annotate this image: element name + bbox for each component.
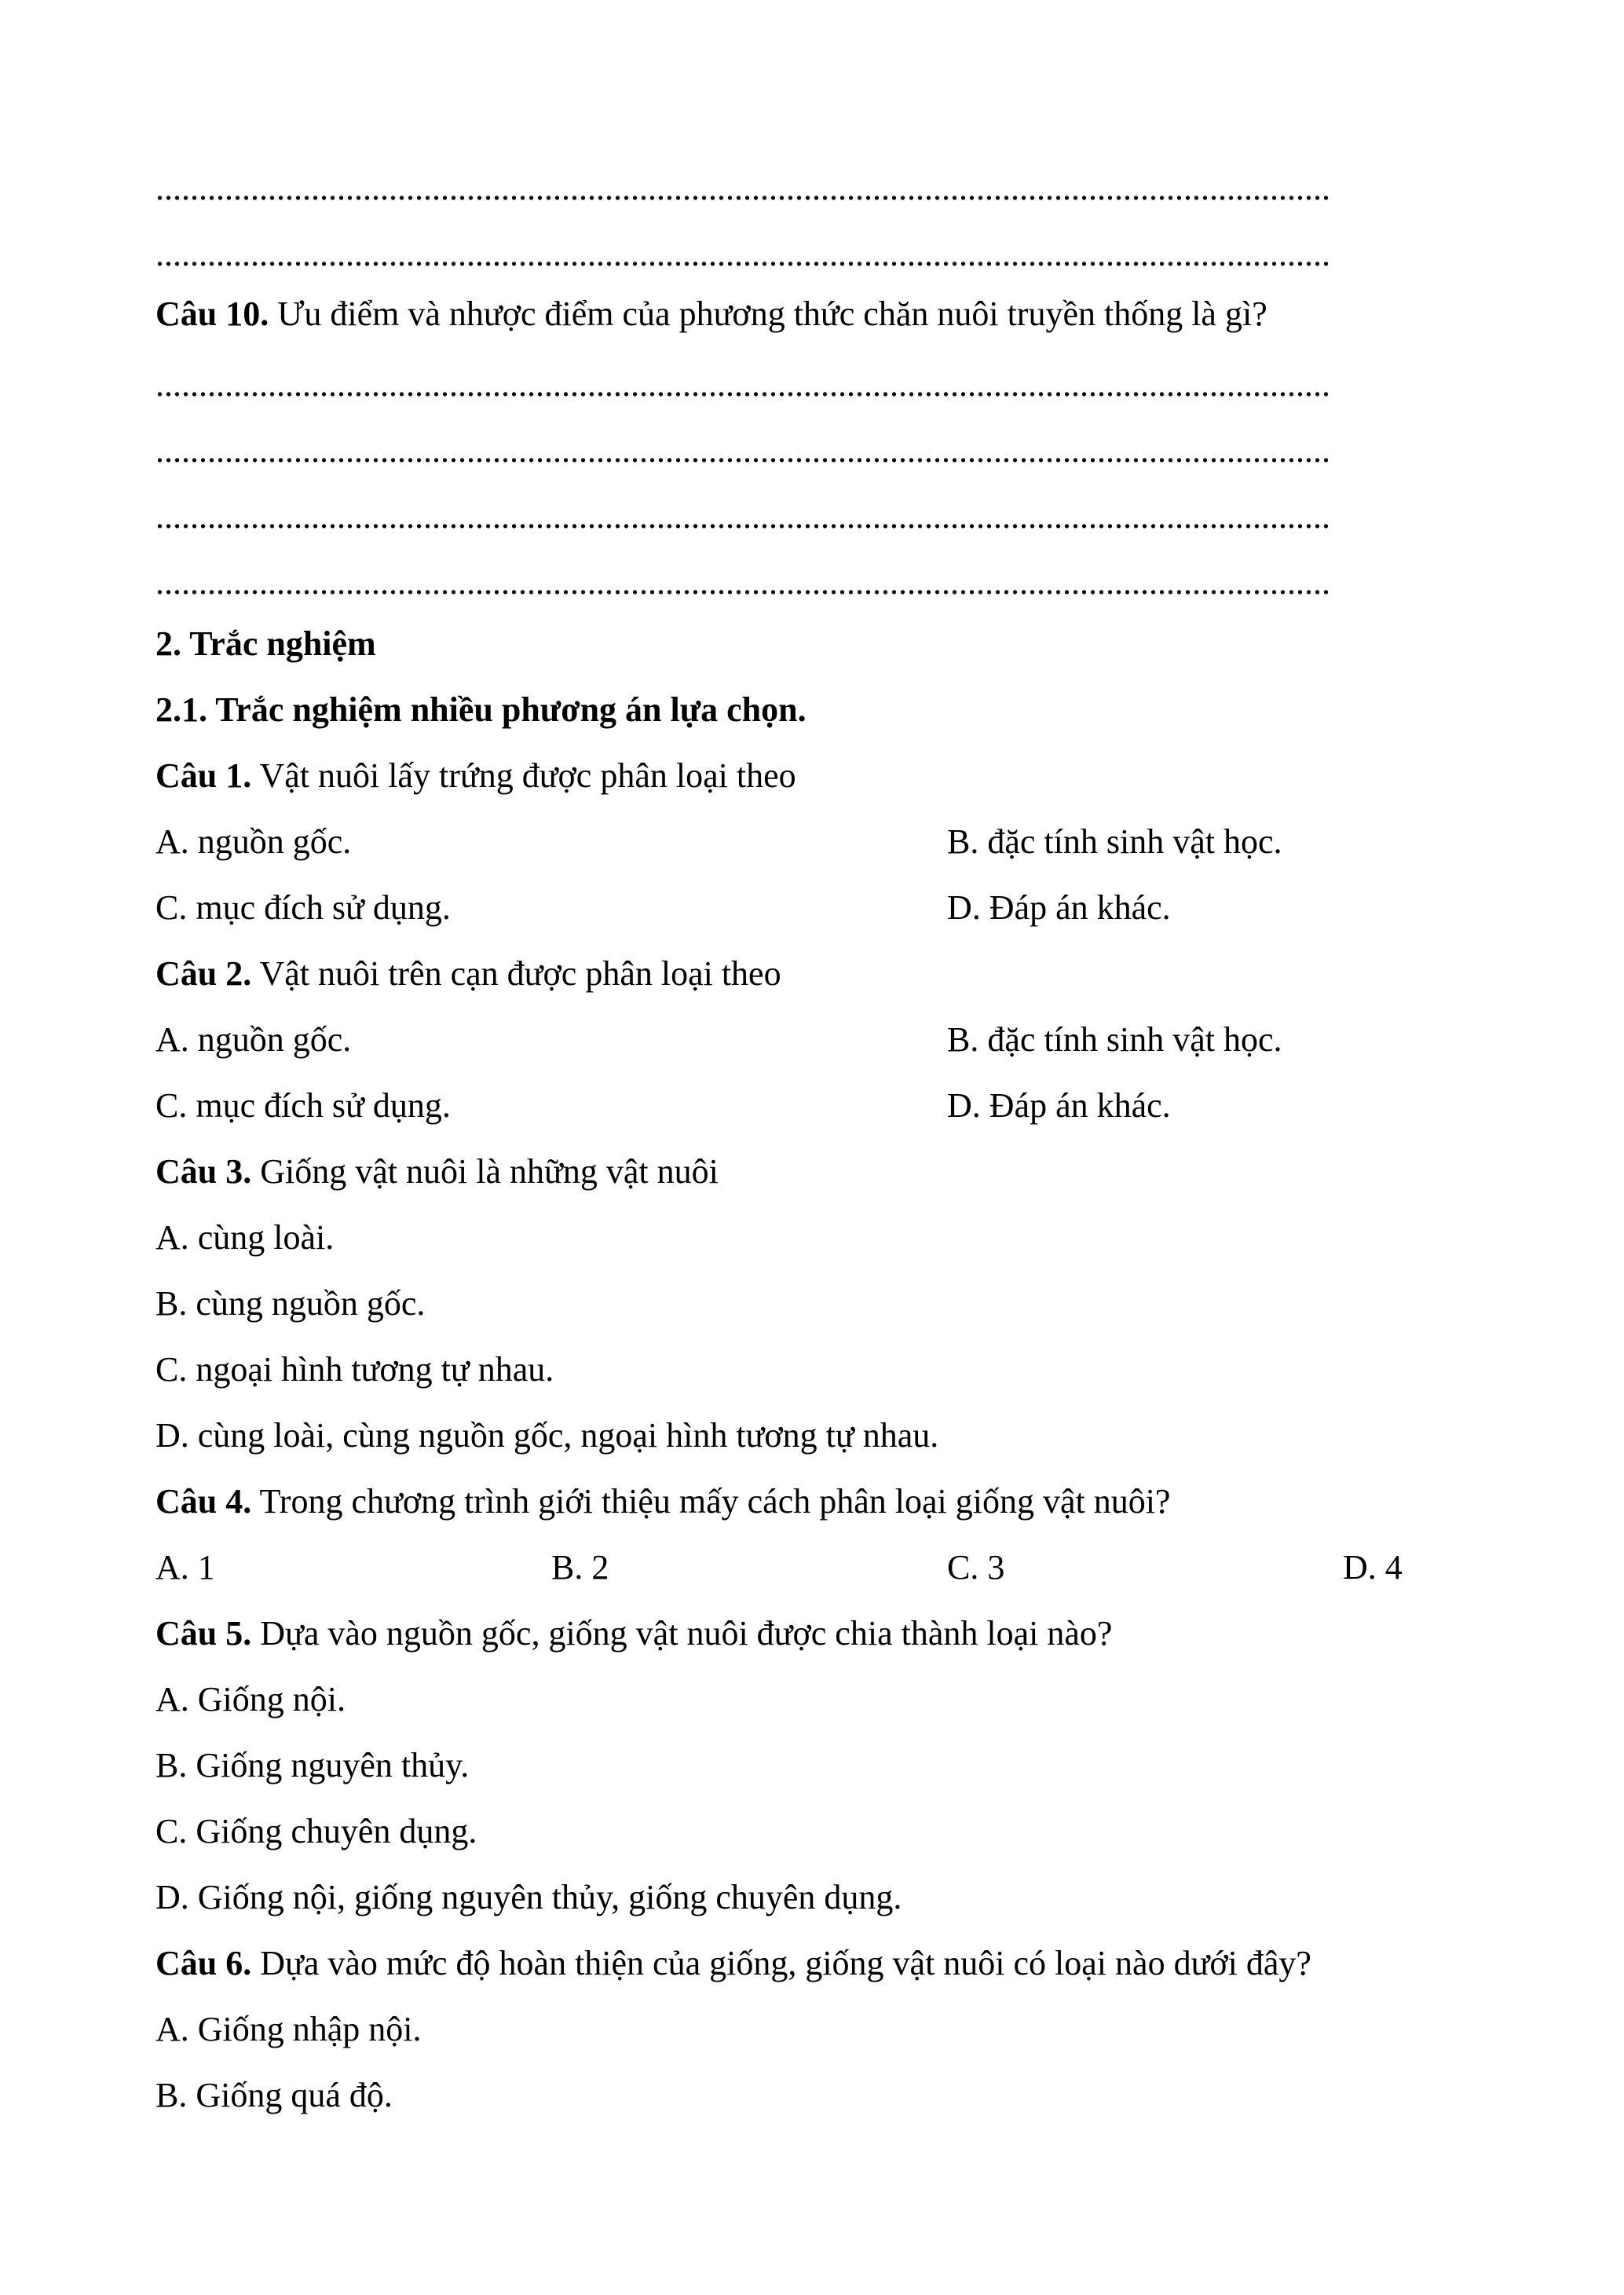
question-2	[155, 952, 1469, 996]
option-b: B. đặc tính sinh vật học.	[947, 1020, 1282, 1059]
option-d: D. Đáp án khác.	[947, 1086, 1171, 1125]
option-c: C. 3	[947, 1548, 1005, 1587]
option-a: A. nguồn gốc.	[155, 1020, 352, 1059]
question-text: Ưu điểm và nhược điểm của phương thức chăn nuôi truyền thống là gì?	[269, 295, 1267, 333]
question-3	[155, 1150, 1469, 1194]
question-text: Giống vật nuôi là những vật nuôi	[251, 1152, 719, 1191]
question-10	[155, 292, 1469, 336]
question-label: Câu 3.	[155, 1152, 252, 1191]
question-label: Câu 6.	[155, 1944, 252, 1982]
section-subtitle: 2.1. Trắc nghiệm nhiều phương án lựa chọn.	[155, 690, 807, 729]
option-b: B. Giống quá độ.	[155, 2076, 393, 2114]
question-label: Câu 10.	[155, 295, 269, 333]
option-b: B. 2	[551, 1548, 609, 1587]
answer-line: ........................................................................................................................................	[155, 365, 1330, 404]
option-d: D. 4	[1343, 1548, 1403, 1587]
option-a: A. Giống nội.	[155, 1680, 346, 1719]
question-label: Câu 5.	[155, 1614, 252, 1653]
answer-line: ........................................................................................................................................	[155, 235, 1330, 273]
question-text: Trong chương trình giới thiệu mấy cách phân loại giống vật nuôi?	[251, 1482, 1171, 1521]
option-d: D. Đáp án khác.	[947, 888, 1171, 927]
question-text: Vật nuôi lấy trứng được phân loại theo	[251, 756, 796, 795]
option-c: C. mục đích sử dụng.	[155, 888, 451, 927]
question-4	[155, 1480, 1469, 1524]
answer-line: ........................................................................................................................................	[155, 497, 1330, 536]
question-label: Câu 1.	[155, 756, 252, 795]
question-label: Câu 2.	[155, 954, 252, 993]
answer-line: ........................................................................................................................................	[155, 563, 1330, 602]
section-title: 2. Trắc nghiệm	[155, 624, 376, 663]
question-text: Dựa vào mức độ hoàn thiện của giống, giống vật nuôi có loại nào dưới đây?	[251, 1944, 1311, 1982]
option-a: A. cùng loài.	[155, 1218, 335, 1257]
option-c: C. Giống chuyên dụng.	[155, 1812, 477, 1850]
answer-line: ........................................................................................................................................	[155, 169, 1330, 207]
option-d: D. cùng loài, cùng nguồn gốc, ngoại hình tương tự nhau.	[155, 1416, 939, 1455]
question-1	[155, 754, 1469, 798]
option-b: B. cùng nguồn gốc.	[155, 1284, 426, 1323]
answer-line: ........................................................................................................................................	[155, 431, 1330, 470]
option-c: C. mục đích sử dụng.	[155, 1086, 451, 1125]
option-b: B. Giống nguyên thủy.	[155, 1746, 470, 1784]
question-text: Dựa vào nguồn gốc, giống vật nuôi được chia thành loại nào?	[251, 1614, 1113, 1653]
question-5	[155, 1612, 1469, 1656]
option-b: B. đặc tính sinh vật học.	[947, 822, 1282, 861]
option-c: C. ngoại hình tương tự nhau.	[155, 1350, 554, 1389]
option-a: A. Giống nhập nội.	[155, 2010, 422, 2048]
option-a: A. nguồn gốc.	[155, 822, 352, 861]
question-6	[155, 1942, 1469, 1986]
question-text: Vật nuôi trên cạn được phân loại theo	[251, 954, 781, 993]
option-d: D. Giống nội, giống nguyên thủy, giống chuyên dụng.	[155, 1878, 902, 1916]
question-label: Câu 4.	[155, 1482, 252, 1521]
option-a: A. 1	[155, 1548, 215, 1587]
